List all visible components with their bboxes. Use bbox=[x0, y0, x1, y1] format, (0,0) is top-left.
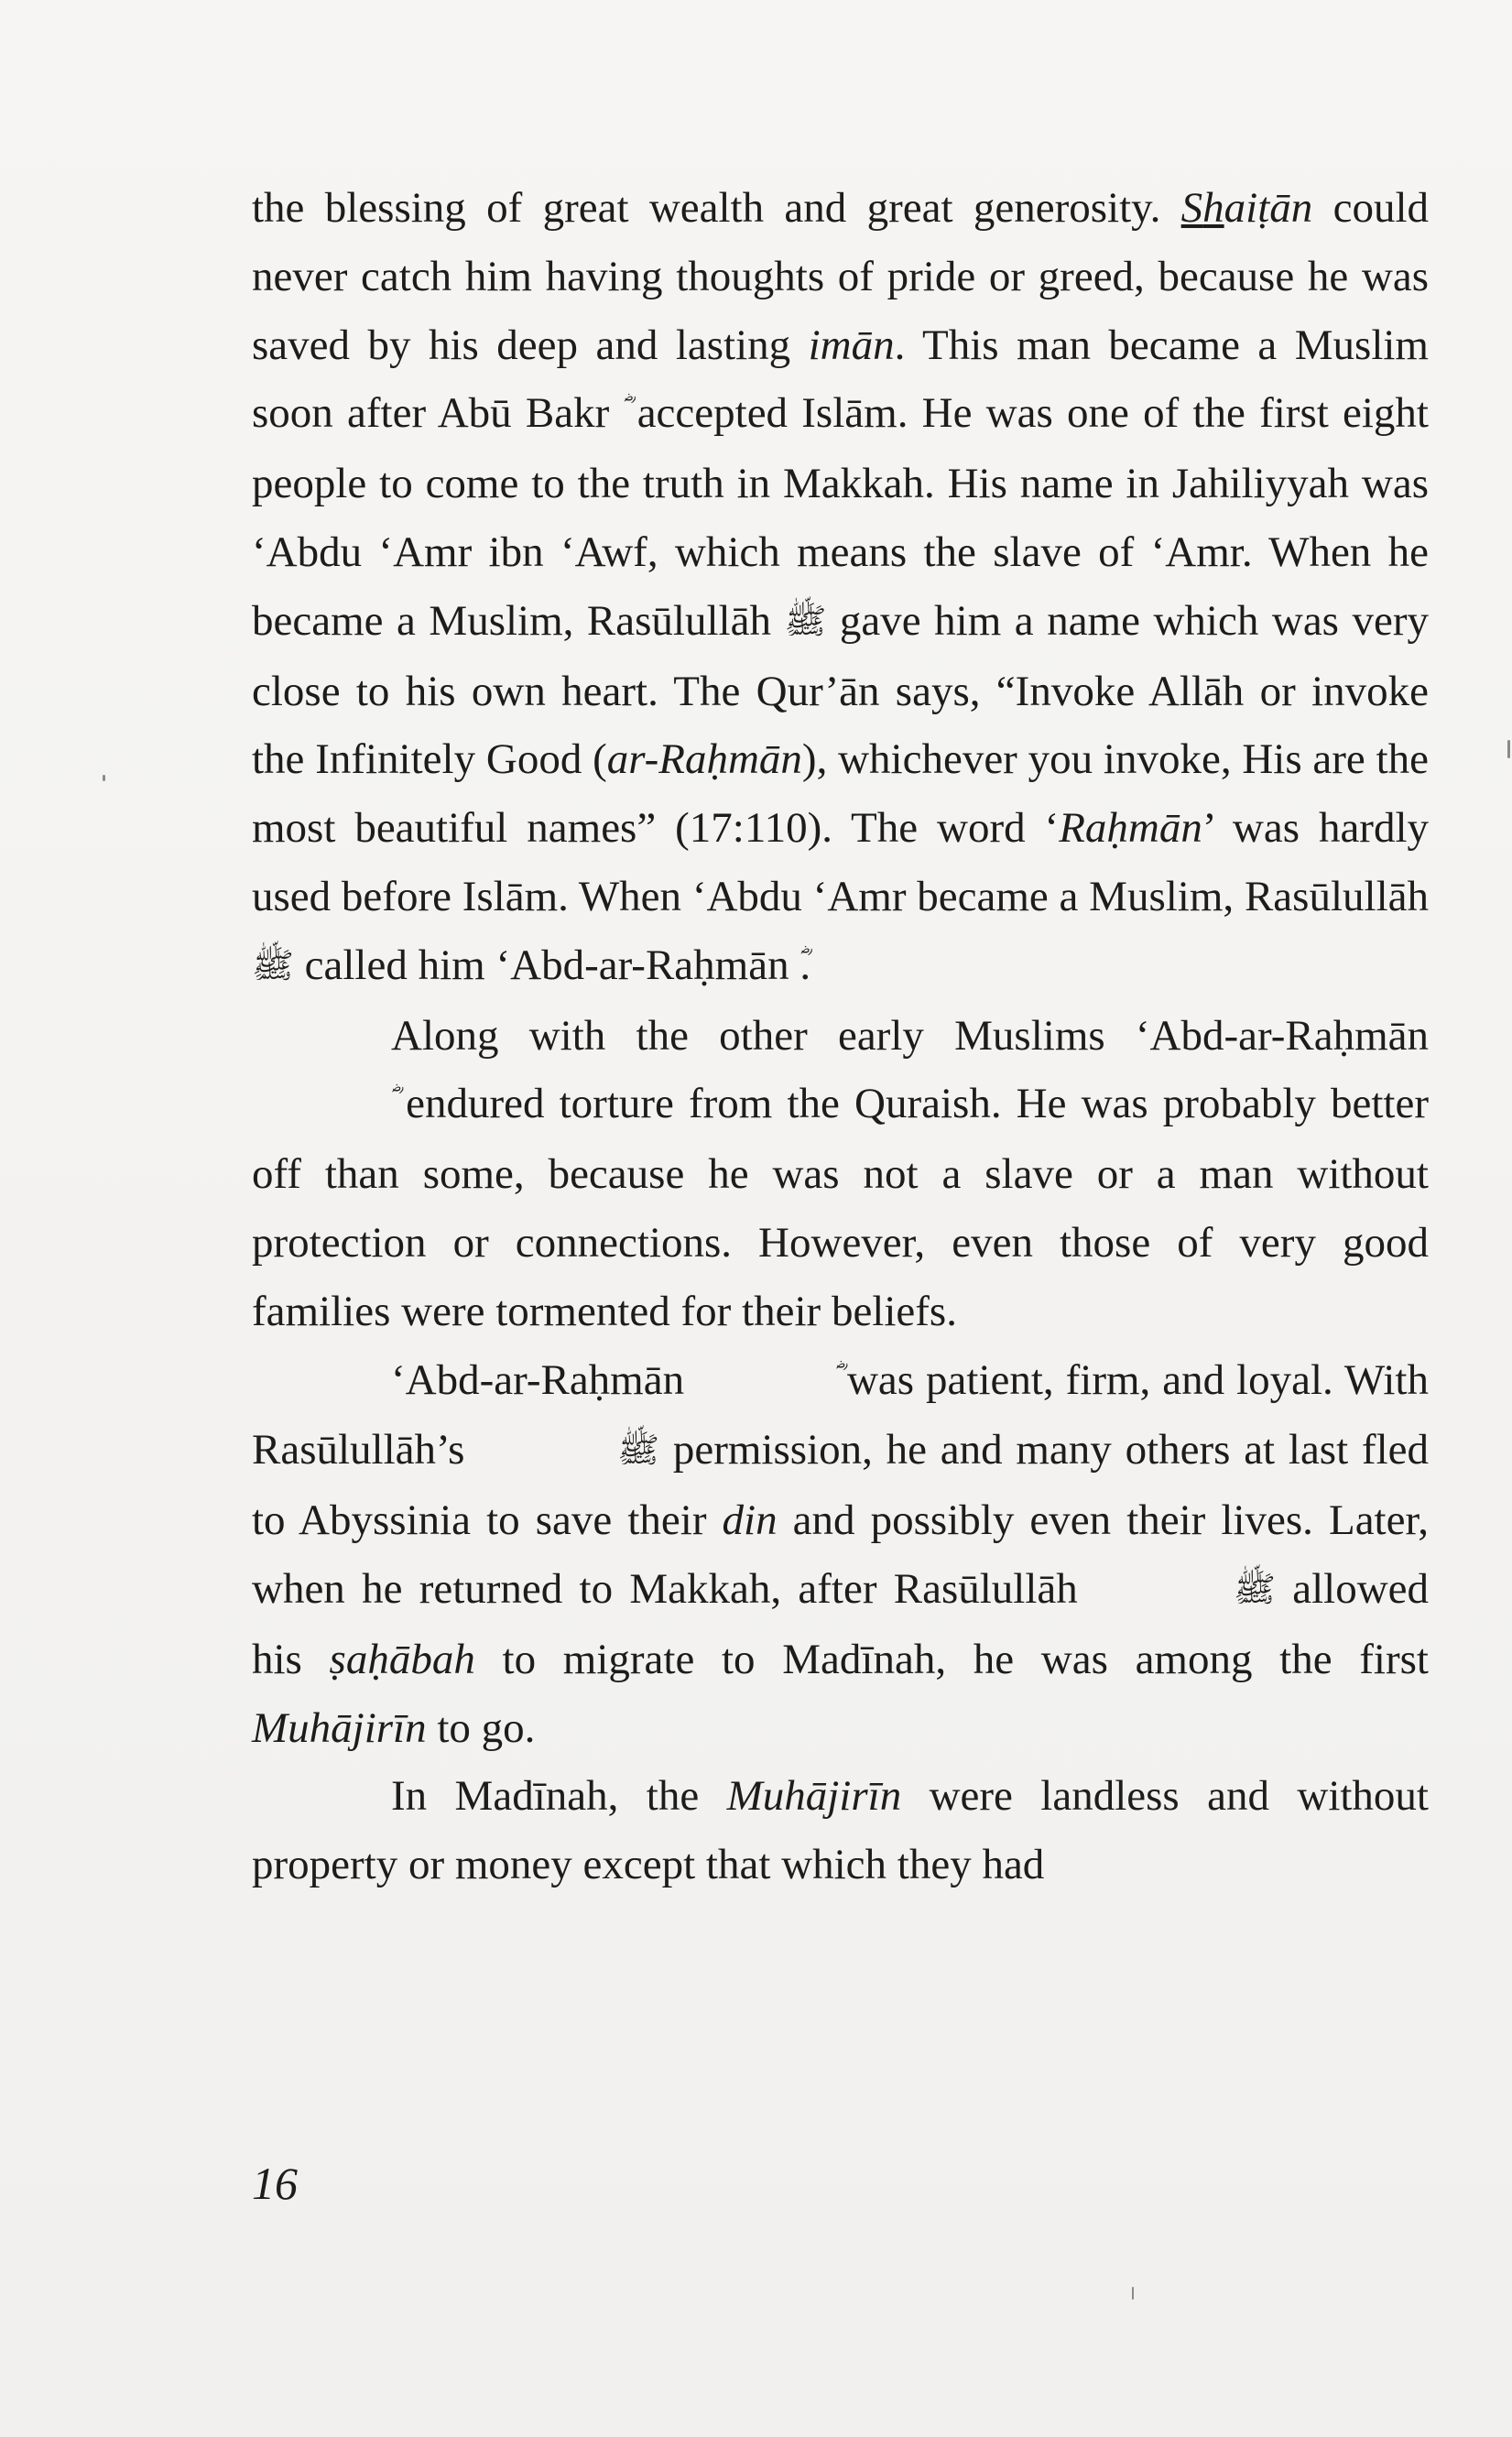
salallahu-alayhi-symbol: ﷺ bbox=[252, 944, 294, 985]
salallahu-alayhi-symbol: ﷺ bbox=[784, 600, 827, 641]
radi-allahu-anhu-symbol bbox=[252, 1070, 391, 1138]
paper-speck bbox=[1507, 740, 1510, 758]
body-text bbox=[252, 174, 1429, 1899]
term-din: din bbox=[722, 1496, 778, 1545]
term-ar-rahman: ar-Raḥmān bbox=[606, 735, 802, 784]
term-muhajirin: Muhājirīn bbox=[252, 1703, 427, 1752]
paragraph-2: Along with the other early Muslims ‘Abd-ar-Raḥmān endured torture from the Quraish. He was probably better off than some, because he was not a slave or a man without protection or connections. However, even those of very good families were tormented for their beliefs. bbox=[252, 1011, 1429, 1335]
paragraph-1: the blessing of great wealth and great generosity. Shaiṭān could never catch him having thoughts of pride or greed, because he was saved by his deep and lasting imān. This man became a Muslim soon after Abū Bakr accepted Islām. He was one of the first eight people to come to the truth in Makkah. His name in Jahiliyyah was ‘Abdu ‘Amr ibn ‘Awf, which means the slave of ‘Amr. When he became a Muslim, Rasūlullāh ﷺ gave him a name which was very close to his own heart. The Qur’ān says, “Invoke Allāh or invoke the Infinitely Good (ar-Raḥmān), whichever you invoke, His are the most beautiful names” (17:110). The word ‘Raḥmān’ was hardly used before Islām. When ‘Abdu ‘Amr became a Muslim, Rasūlullāh ﷺ called him ‘Abd-ar-Raḥmān . bbox=[252, 174, 1429, 1002]
page-number: 16 bbox=[252, 2158, 298, 2209]
term-sahabah: ṣaḥābah bbox=[329, 1635, 475, 1683]
paper-speck bbox=[103, 775, 105, 781]
salallahu-alayhi-symbol: ﷺ bbox=[617, 1430, 660, 1471]
term-muhajirin: Muhājirīn bbox=[726, 1772, 902, 1821]
paragraph-4: In Madīnah, the Muhājirīn were landless and without property or money except that which they had bbox=[252, 1772, 1429, 1889]
paper-speck bbox=[1132, 2287, 1134, 2300]
term-iman: imān bbox=[808, 321, 895, 369]
term-shaitan: Shaiṭān bbox=[1180, 184, 1313, 232]
radi-allahu-anhu-symbol bbox=[696, 1346, 835, 1415]
term-rahman: Raḥmān bbox=[1059, 804, 1202, 853]
paragraph-3: ‘Abd-ar-Raḥmān was patient, firm, and loyal. With Rasūlullāh’s ﷺ permission, he and many others at last fled to Abyssinia to save their din and possibly even their lives. Later, when he returned to Makkah, after Rasūlullāh ﷺ allowed his ṣaḥābah to migrate to Madīnah, he was among the first Muhājirīn to go. bbox=[252, 1346, 1429, 1763]
salallahu-alayhi-symbol: ﷺ bbox=[1234, 1568, 1276, 1609]
